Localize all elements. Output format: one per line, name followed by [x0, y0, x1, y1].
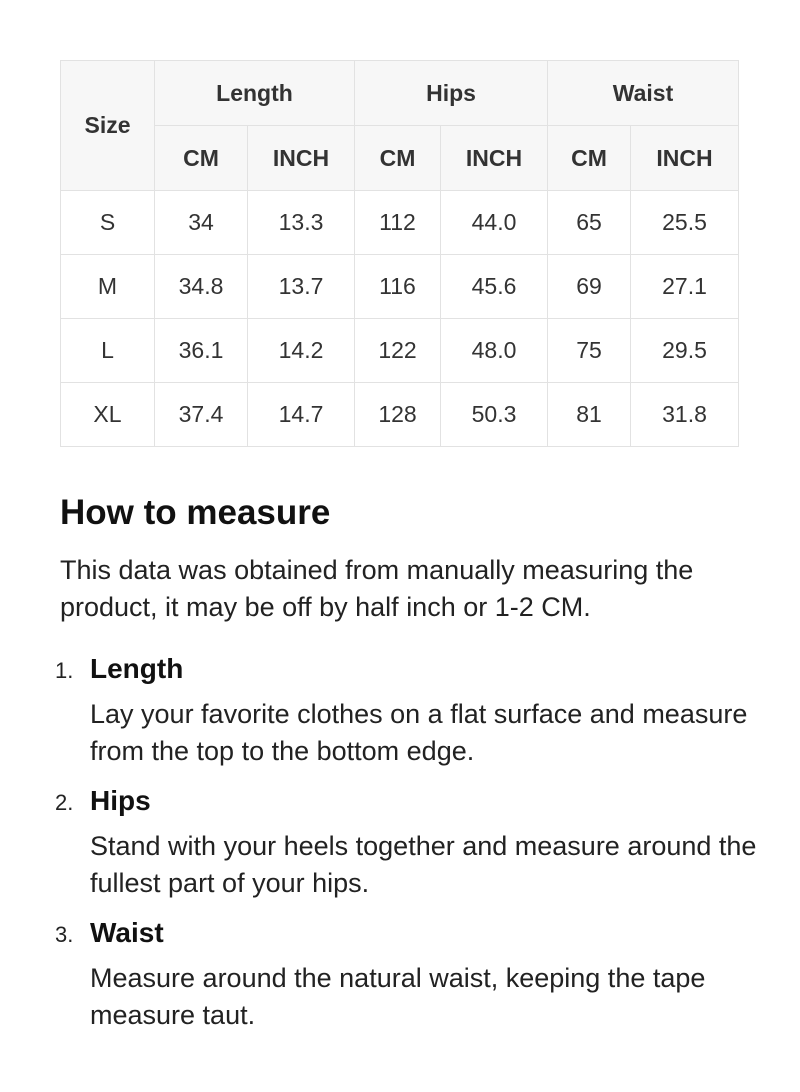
step-description: Measure around the natural waist, keeping the tape measure taut.	[90, 963, 706, 1030]
table-cell: 14.2	[248, 319, 355, 383]
table-cell: 45.6	[441, 255, 548, 319]
hips-group-header: Hips	[355, 61, 548, 126]
step-title: Hips	[90, 785, 151, 816]
unit-header: CM	[548, 126, 631, 191]
table-cell: 25.5	[631, 191, 739, 255]
length-group-header: Length	[155, 61, 355, 126]
table-row	[61, 319, 739, 383]
table-cell: 37.4	[155, 383, 248, 447]
step-number: 2.	[55, 790, 74, 815]
unit-header: INCH	[631, 126, 739, 191]
table-cell: 75	[548, 319, 631, 383]
waist-group-header: Waist	[548, 61, 739, 126]
unit-header: CM	[355, 126, 441, 191]
size-chart-table	[60, 60, 739, 447]
table-cell: 116	[355, 255, 441, 319]
table-cell: 27.1	[631, 255, 739, 319]
how-to-measure-section	[55, 488, 760, 1046]
list-item	[55, 650, 760, 770]
size-cell: S	[61, 191, 155, 255]
table-cell: 34.8	[155, 255, 248, 319]
table-cell: 69	[548, 255, 631, 319]
table-row	[61, 255, 739, 319]
list-item	[55, 782, 760, 902]
step-title: Waist	[90, 917, 164, 948]
table-cell: 31.8	[631, 383, 739, 447]
size-cell: L	[61, 319, 155, 383]
table-cell: 14.7	[248, 383, 355, 447]
table-cell: 36.1	[155, 319, 248, 383]
table-cell: 112	[355, 191, 441, 255]
size-cell: XL	[61, 383, 155, 447]
table-row	[61, 191, 739, 255]
section-title: How to measure	[60, 493, 331, 532]
table-cell: 44.0	[441, 191, 548, 255]
step-title: Length	[90, 653, 184, 684]
table-cell: 48.0	[441, 319, 548, 383]
step-description: Lay your favorite clothes on a flat surface and measure from the top to the bottom edge.	[90, 699, 748, 766]
table-cell: 122	[355, 319, 441, 383]
step-number: 3.	[55, 922, 74, 947]
table-cell: 128	[355, 383, 441, 447]
table-header-row	[61, 61, 739, 126]
step-number: 1.	[55, 658, 74, 683]
size-cell: M	[61, 255, 155, 319]
table-cell: 13.7	[248, 255, 355, 319]
table-cell: 29.5	[631, 319, 739, 383]
table-cell: 50.3	[441, 383, 548, 447]
table-cell: 65	[548, 191, 631, 255]
table-unit-row	[61, 126, 739, 191]
unit-header: CM	[155, 126, 248, 191]
table-cell: 13.3	[248, 191, 355, 255]
section-intro: This data was obtained from manually measuring the product, it may be off by half inch or 1-2 CM.	[60, 555, 694, 622]
table-cell: 81	[548, 383, 631, 447]
step-description: Stand with your heels together and measure around the fullest part of your hips.	[90, 831, 757, 898]
list-item	[55, 914, 760, 1034]
unit-header: INCH	[441, 126, 548, 191]
measure-steps-list	[55, 650, 760, 1034]
unit-header: INCH	[248, 126, 355, 191]
table-row	[61, 383, 739, 447]
size-column-header: Size	[61, 61, 155, 191]
table-cell: 34	[155, 191, 248, 255]
